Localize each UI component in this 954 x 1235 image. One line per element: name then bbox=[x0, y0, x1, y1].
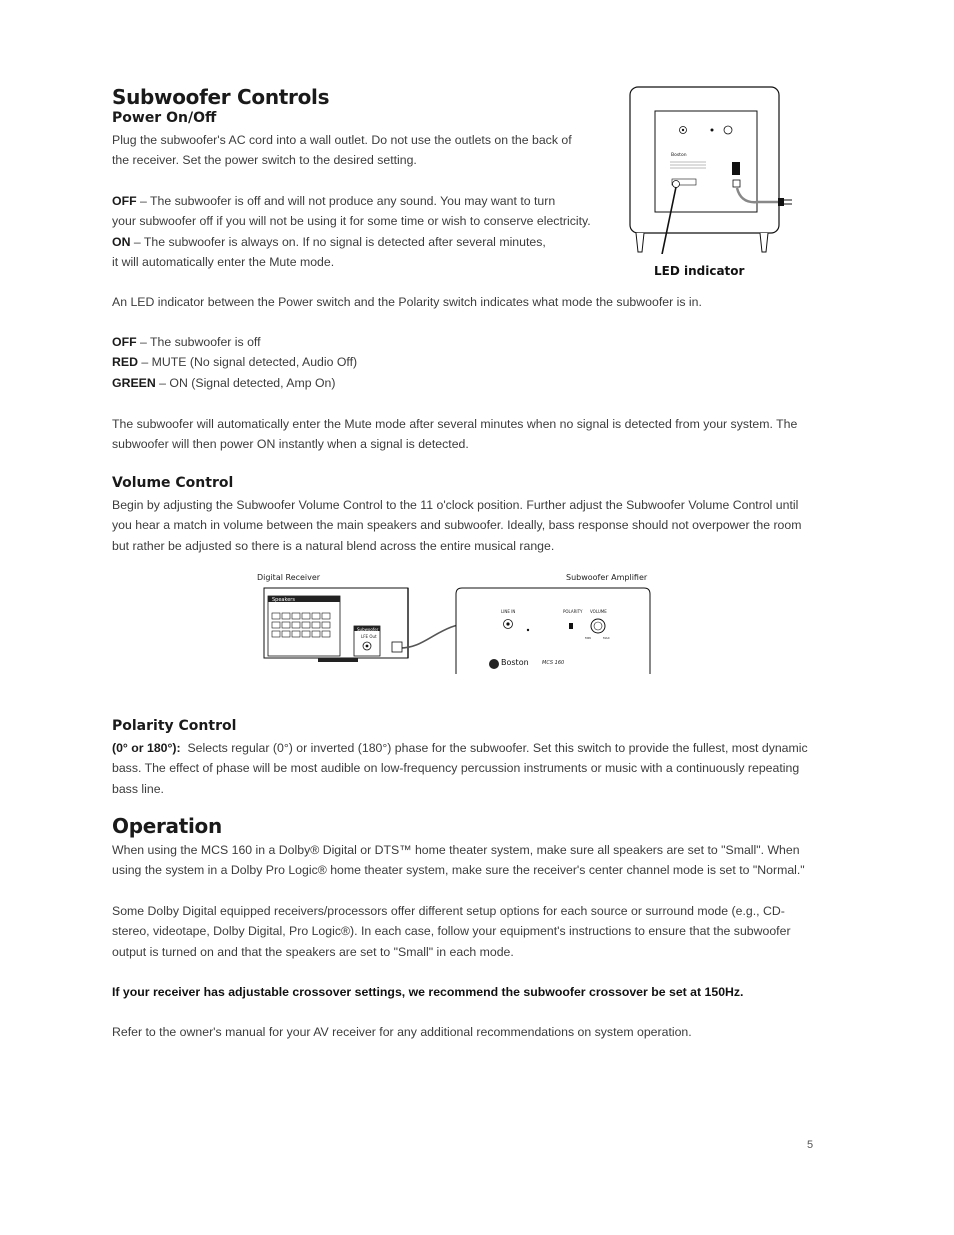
operation-paragraph-2: Some Dolby Digital equipped receivers/processors offer different setup options for each source or surround mode (e.g., CD-stereo, videotape, Dolby Digital, Pro Logic®). In each case, follow your equipment's instructions to ensure that the subwoofer output is turned on and that the speakers are set to "Small" in each mode. bbox=[112, 904, 791, 959]
speakers-label: Speakers bbox=[272, 597, 295, 603]
digital-receiver-label: Digital Receiver bbox=[257, 573, 321, 582]
subwoofer-rear-illustration bbox=[626, 84, 806, 254]
led-green-label: GREEN bbox=[112, 375, 156, 390]
subwoofer-amplifier-label: Subwoofer Amplifier bbox=[566, 573, 648, 582]
polarity-label: POLARITY bbox=[563, 609, 583, 614]
led-red-label: RED bbox=[112, 355, 138, 370]
led-off-text: – The subwoofer is off bbox=[136, 335, 261, 349]
volume-min-label: MIN bbox=[585, 636, 591, 640]
off-text-b: your subwoofer off if you will not be using it for some time or wish to conserve electricity. bbox=[112, 214, 591, 229]
operation-paragraph-3: Refer to the owner's manual for your AV receiver for any additional recommendations on system operation. bbox=[112, 1025, 692, 1039]
subwoofer-out-label: Subwoofer bbox=[357, 627, 379, 632]
lfe-out-label: LFE Out bbox=[361, 634, 377, 639]
volume-paragraph: Begin by adjusting the Subwoofer Volume Control to the 11 o'clock position. Further adjust the Subwoofer Volume Control until you hear a match in volume between the main speakers and subwoofer. Ideally, bass response should not overpower the room but rather be adjusted so there is a natural blend across the entire musical range. bbox=[112, 498, 802, 553]
heading-volume: Volume Control bbox=[112, 475, 234, 491]
polarity-text: Selects regular (0°) or inverted (180°) phase for the subwoofer. Set this switch to provide the fullest, most dynamic bass. The effect of phase will be most audible on low-frequency percussion instruments or music with a continuously repeating bass line. bbox=[112, 741, 808, 796]
section-title-subwoofer-controls: Subwoofer Controls bbox=[112, 85, 330, 109]
led-green-text: – ON (Signal detected, Amp On) bbox=[155, 375, 336, 390]
off-text-a: – The subwoofer is off and will not produce any sound. You may want to turn bbox=[136, 194, 556, 208]
line-in-label: LINE IN bbox=[501, 609, 516, 614]
operation-paragraph-1: When using the MCS 160 in a Dolby® Digital or DTS™ home theater system, make sure all speakers are set to "Small". When using the system in a Dolby Pro Logic® home theater system, make sure the receiver's center channel mode is set to "Normal." bbox=[112, 843, 805, 878]
polarity-paragraph bbox=[112, 738, 812, 799]
led-off-label: OFF bbox=[112, 335, 137, 349]
led-indicator-caption: LED indicator bbox=[654, 264, 745, 278]
heading-polarity: Polarity Control bbox=[112, 718, 237, 734]
connection-diagram bbox=[258, 584, 658, 676]
led-red-text: – MUTE (No signal detected, Audio Off) bbox=[137, 355, 358, 370]
power-intro: Plug the subwoofer's AC cord into a wall outlet. Do not use the outlets on the back of the receiver. Set the power switch to the desired setting. bbox=[112, 133, 572, 168]
page-number: 5 bbox=[807, 1139, 814, 1151]
volume-max-label: MAX bbox=[603, 636, 610, 640]
led-intro: An LED indicator between the Power switch and the Polarity switch indicates what mode the subwoofer is in. bbox=[112, 295, 702, 309]
on-label: ON bbox=[112, 234, 131, 249]
svg-text:Boston: Boston bbox=[671, 153, 687, 158]
mute-mode-paragraph: The subwoofer will automatically enter the Mute mode after several minutes when no signal is detected from your system. The subwoofer will then power ON instantly when a signal is detected. bbox=[112, 417, 798, 452]
polarity-range-label: (0° or 180°): bbox=[112, 741, 181, 755]
led-modes bbox=[112, 332, 712, 393]
heading-power: Power On/Off bbox=[112, 110, 217, 126]
on-text-a: – The subwoofer is always on. If no signal is detected after several minutes, bbox=[130, 234, 546, 249]
off-label: OFF bbox=[112, 194, 137, 208]
on-text-b: it will automatically enter the Mute mode. bbox=[112, 254, 335, 269]
model-label: MCS 160 bbox=[542, 660, 565, 666]
section-title-operation: Operation bbox=[112, 814, 222, 838]
power-off-paragraph bbox=[112, 191, 622, 272]
volume-label: VOLUME bbox=[590, 609, 607, 614]
boston-logo-text: Boston bbox=[501, 658, 529, 667]
crossover-note: If your receiver has adjustable crossover settings, we recommend the subwoofer crossover be set at 150Hz. bbox=[112, 985, 744, 999]
